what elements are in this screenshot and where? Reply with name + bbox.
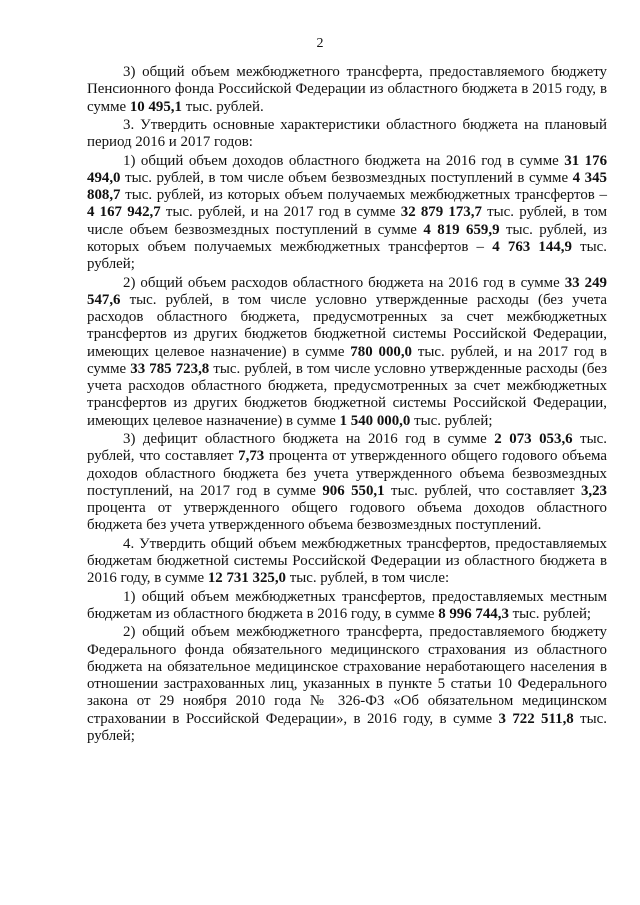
paragraph-p6 bbox=[87, 536, 607, 588]
amount-value: 4 167 942,7 bbox=[87, 204, 161, 221]
text-segment: 2) общий объем межбюджетного трансферта, предоставляемого бюджету Федерального фонда обязательного медицинского страхования из областного бюджета на обязательное медицинское страхование неработающего населения в отношении застрахованных лиц, указанных в пункте 5 статьи 10 Федерального закона от 29 ноября 2010 года № 326-ФЗ «Об обязательном медицинском страховании в Российской Федерации», в 2016 году, в сумме bbox=[87, 624, 607, 727]
amount-value: 4 345 808,7 bbox=[87, 169, 607, 204]
amount-value: 780 000,0 bbox=[350, 343, 412, 360]
paragraph-p2 bbox=[87, 117, 607, 152]
text-segment: тыс. рублей, что составляет bbox=[384, 482, 581, 499]
text-segment: 3) дефицит областного бюджета на 2016 год в сумме bbox=[123, 431, 495, 447]
text-segment: процента от утвержденного общего годового объема доходов областного бюджета без учета утвержденного объема безвозмездных поступлений. bbox=[87, 500, 607, 534]
text-segment: 4. Утвердить общий объем межбюджетных трансфертов, предоставляемых бюджетам бюджетной системы Российской Федерации из областного бюджета в 2016 году, в сумме bbox=[87, 535, 607, 587]
amount-value: 31 176 494,0 bbox=[87, 152, 608, 186]
text-segment: 3) общий объем межбюджетного трансферта, предоставляемого бюджету Пенсионного фонда Российской Федерации из областного бюджета в 2015 году, в сумме bbox=[87, 64, 607, 115]
amount-value: 2 073 053,6 bbox=[494, 431, 573, 447]
text-segment: тыс. рублей, и на 2017 год в сумме bbox=[87, 343, 607, 377]
text-segment: тыс. рублей, в том числе объем безвозмездных поступлений в сумме bbox=[87, 204, 607, 238]
text-segment: тыс. рублей, в том числе: bbox=[286, 570, 450, 587]
page-number: 2 bbox=[316, 36, 324, 51]
paragraph-p7 bbox=[87, 589, 607, 624]
text-segment: тыс. рублей, в том числе условно утвержденные расходы (без учета расходов областного бюджета, предусмотренных за счет межбюджетных трансфертов из других бюджетов бюджетной системы Российской Федерации, имеющих целевое назначение) в сумме bbox=[87, 360, 607, 429]
amount-value: 4 763 144,9 bbox=[492, 238, 572, 255]
amount-value: 1 540 000,0 bbox=[339, 412, 411, 429]
text-segment: тыс. рублей, из которых объем получаемых межбюджетных трансфертов – bbox=[87, 221, 607, 255]
text-segment: тыс. рублей; bbox=[410, 412, 493, 429]
amount-value: 4 819 659,9 bbox=[423, 221, 500, 238]
text-segment: тыс. рублей; bbox=[508, 605, 592, 622]
text-segment: 2) общий объем расходов областного бюджета на 2016 год в сумме bbox=[123, 274, 565, 291]
amount-value: 32 879 173,7 bbox=[400, 204, 482, 221]
amount-value: 3 722 511,8 bbox=[498, 710, 574, 727]
text-segment: тыс. рублей; bbox=[87, 710, 607, 744]
paragraph-p8 bbox=[87, 624, 607, 745]
paragraph-p4 bbox=[87, 275, 607, 430]
amount-value: 3,23 bbox=[580, 482, 607, 499]
text-segment: тыс. рублей, в том числе условно утвержденные расходы (без учета расходов областного бюджета, предусмотренных за счет межбюджетных трансфертов из других бюджетов бюджетной системы Российской Федерации, имеющих целевое назначение) в сумме bbox=[87, 291, 607, 360]
amount-value: 906 550,1 bbox=[322, 482, 385, 499]
amount-value: 33 249 547,6 bbox=[87, 274, 607, 308]
text-segment: тыс. рублей, из которых объем получаемых межбюджетных трансфертов – bbox=[120, 187, 607, 204]
amount-value: 8 996 744,3 bbox=[438, 605, 509, 622]
text-segment: 1) общий объем межбюджетных трансфертов, предоставляемых местным бюджетам из областного бюджета в 2016 году, в сумме bbox=[87, 588, 607, 622]
text-segment: тыс. рублей; bbox=[87, 238, 607, 273]
text-segment: процента от утвержденного общего годового объема доходов областного бюджета без учета утвержденного объема безвозмездных поступлений, на 2017 год в сумме bbox=[87, 448, 607, 499]
document-body bbox=[87, 64, 607, 746]
paragraph-p3 bbox=[87, 153, 607, 274]
paragraph-p1 bbox=[87, 64, 607, 116]
text-segment: тыс. рублей. bbox=[181, 98, 264, 115]
amount-value: 7,73 bbox=[238, 448, 265, 465]
paragraph-p5 bbox=[87, 431, 607, 535]
text-segment: тыс. рублей, и на 2017 год в сумме bbox=[160, 204, 401, 221]
text-segment: тыс. рублей, что составляет bbox=[87, 431, 607, 465]
text-segment: 3. Утвердить основные характеристики областного бюджета на плановый период 2016 и 2017 годов: bbox=[87, 116, 607, 151]
amount-value: 12 731 325,0 bbox=[207, 570, 287, 587]
amount-value: 33 785 723,8 bbox=[130, 360, 210, 377]
amount-value: 10 495,1 bbox=[129, 98, 182, 115]
text-segment: 1) общий объем доходов областного бюджета на 2016 год в сумме bbox=[123, 152, 565, 169]
text-segment: тыс. рублей, в том числе объем безвозмездных поступлений в сумме bbox=[120, 169, 573, 186]
